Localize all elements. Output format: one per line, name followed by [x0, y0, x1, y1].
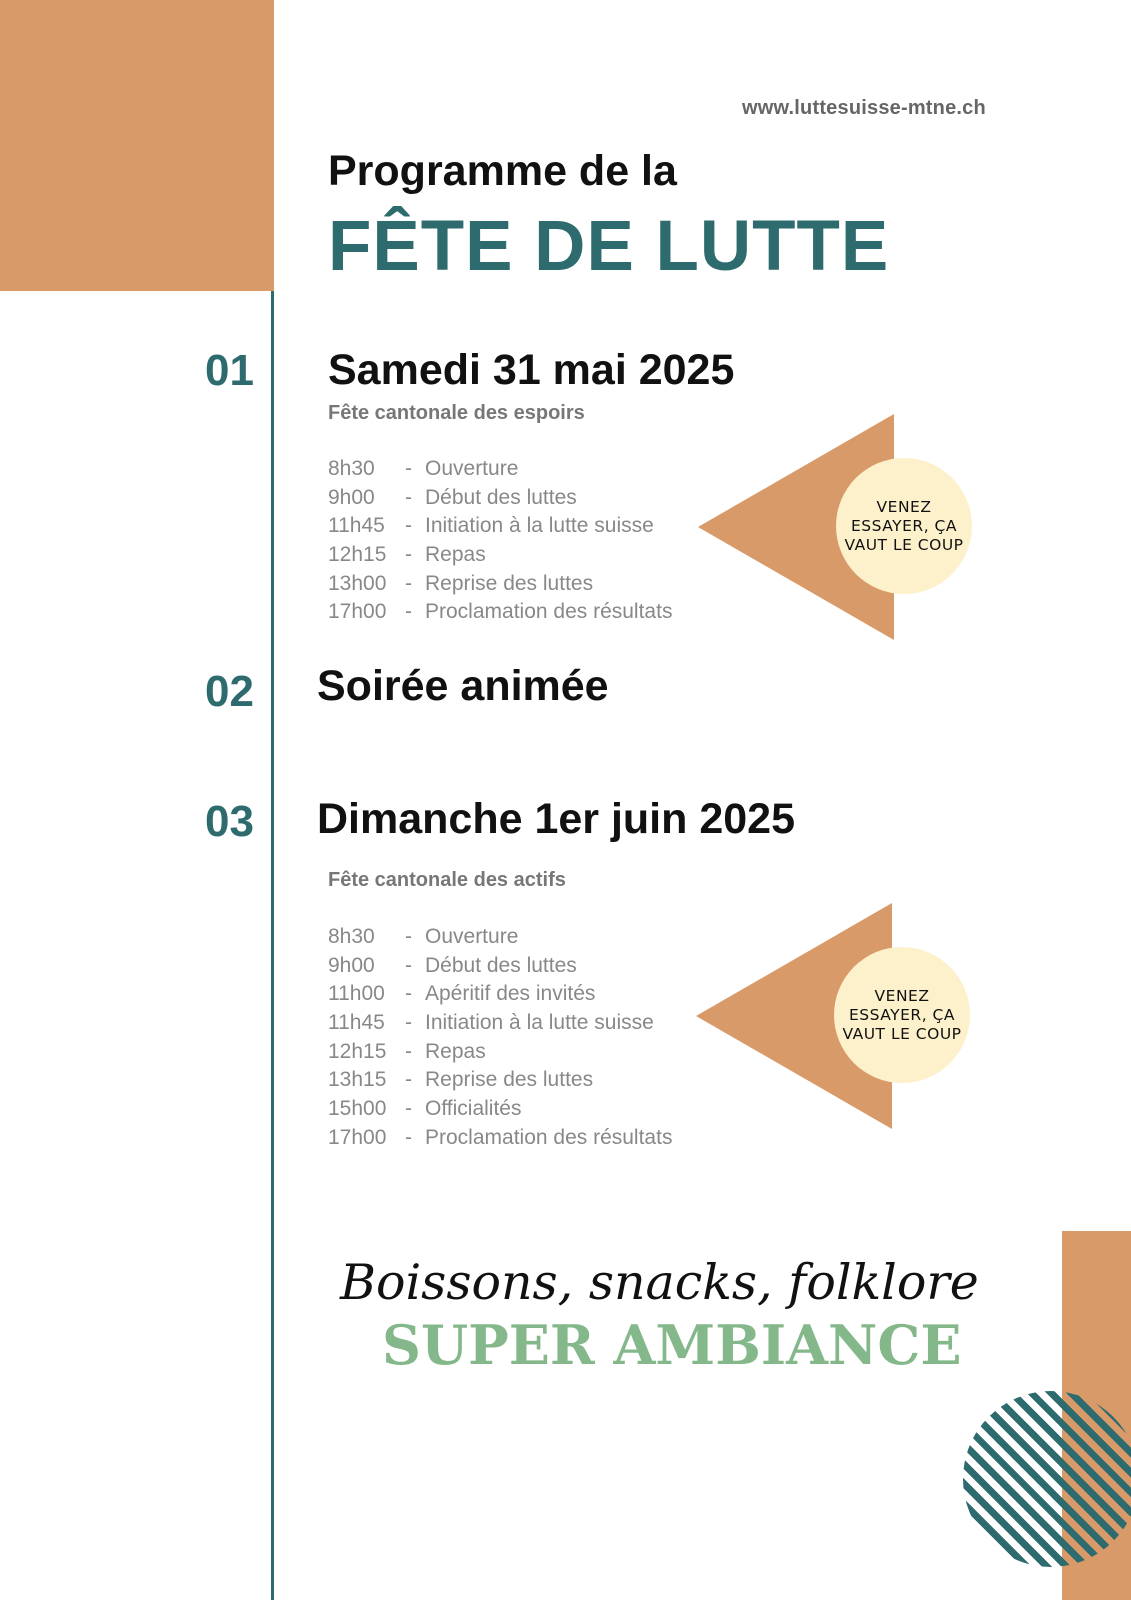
schedule-row [328, 512, 672, 541]
schedule-row [328, 1066, 672, 1095]
schedule-dash: - [405, 1011, 412, 1035]
schedule-activity: Repas [425, 543, 486, 567]
schedule-activity: Initiation à la lutte suisse [425, 514, 654, 538]
promo-text: VENEZ ESSAYER, ÇA VAUT LE COUP [842, 986, 962, 1043]
tagline-line1: Boissons, snacks, folklore [340, 1254, 979, 1311]
schedule-row [328, 1124, 672, 1153]
schedule-saturday [328, 455, 672, 627]
schedule-activity: Début des luttes [425, 953, 577, 977]
schedule-dash: - [405, 600, 412, 624]
schedule-dash: - [405, 982, 412, 1006]
promo-badge-saturday [698, 414, 988, 640]
schedule-time: 11h45 [328, 1011, 385, 1035]
timeline-line [271, 291, 274, 1600]
schedule-time: 17h00 [328, 1125, 387, 1149]
schedule-activity: Ouverture [425, 457, 519, 480]
promo-circle [836, 458, 972, 594]
schedule-activity: Initiation à la lutte suisse [425, 1011, 654, 1035]
website-url: www.luttesuisse-mtne.ch [742, 97, 986, 119]
schedule-row [328, 484, 672, 513]
schedule-activity: Proclamation des résultats [425, 1125, 673, 1149]
schedule-time: 9h00 [328, 953, 375, 977]
schedule-row [328, 923, 672, 952]
schedule-time: 8h30 [328, 457, 375, 480]
schedule-row [328, 980, 672, 1009]
schedule-dash: - [405, 925, 412, 948]
schedule-dash: - [405, 1097, 412, 1121]
schedule-row [328, 455, 672, 484]
schedule-sunday [328, 923, 672, 1153]
schedule-time: 17h00 [328, 600, 387, 624]
schedule-activity: Apéritif des invités [425, 982, 596, 1006]
page-title-line1: Programme de la [328, 147, 677, 195]
promo-badge-sunday [696, 903, 986, 1129]
page-title-line2: FÊTE DE LUTTE [328, 207, 890, 286]
schedule-time: 15h00 [328, 1097, 387, 1121]
schedule-activity: Reprise des luttes [425, 1068, 594, 1092]
tagline-line2: SUPER AMBIANCE [382, 1313, 962, 1377]
schedule-dash: - [405, 543, 412, 567]
schedule-dash: - [405, 1068, 412, 1092]
schedule-dash: - [405, 571, 412, 595]
schedule-activity: Repas [425, 1039, 486, 1063]
section-title-sunday: Dimanche 1er juin 2025 [317, 795, 795, 843]
schedule-row [328, 952, 672, 981]
section-subtitle-saturday: Fête cantonale des espoirs [328, 402, 585, 424]
schedule-activity: Reprise des luttes [425, 571, 594, 595]
schedule-dash: - [405, 457, 412, 480]
schedule-activity: Début des luttes [425, 485, 577, 509]
schedule-time: 9h00 [328, 485, 375, 509]
schedule-row [328, 598, 672, 627]
schedule-time: 12h15 [328, 543, 387, 567]
schedule-time: 11h00 [328, 982, 385, 1006]
schedule-dash: - [405, 953, 412, 977]
section-number-02: 02 [205, 667, 254, 716]
schedule-time: 13h00 [328, 571, 387, 595]
schedule-row [328, 570, 672, 599]
schedule-dash: - [405, 1039, 412, 1063]
schedule-time: 12h15 [328, 1039, 387, 1063]
schedule-row [328, 1038, 672, 1067]
schedule-activity: Officialités [425, 1097, 522, 1121]
decorative-striped-circle [963, 1391, 1131, 1567]
section-number-01: 01 [205, 346, 254, 395]
schedule-row [328, 541, 672, 570]
schedule-activity: Proclamation des résultats [425, 600, 673, 624]
schedule-dash: - [405, 1125, 412, 1149]
promo-circle [834, 947, 970, 1083]
schedule-time: 8h30 [328, 925, 375, 948]
schedule-activity: Ouverture [425, 925, 519, 948]
section-title-evening: Soirée animée [317, 662, 609, 710]
promo-text: VENEZ ESSAYER, ÇA VAUT LE COUP [844, 497, 964, 554]
schedule-dash: - [405, 485, 412, 509]
schedule-row [328, 1009, 672, 1038]
section-number-03: 03 [205, 797, 254, 846]
section-subtitle-sunday: Fête cantonale des actifs [328, 869, 566, 891]
schedule-dash: - [405, 514, 412, 538]
schedule-time: 13h15 [328, 1068, 387, 1092]
schedule-row [328, 1095, 672, 1124]
decorative-orange-block-top [0, 0, 274, 291]
schedule-time: 11h45 [328, 514, 385, 538]
section-title-saturday: Samedi 31 mai 2025 [328, 346, 735, 394]
